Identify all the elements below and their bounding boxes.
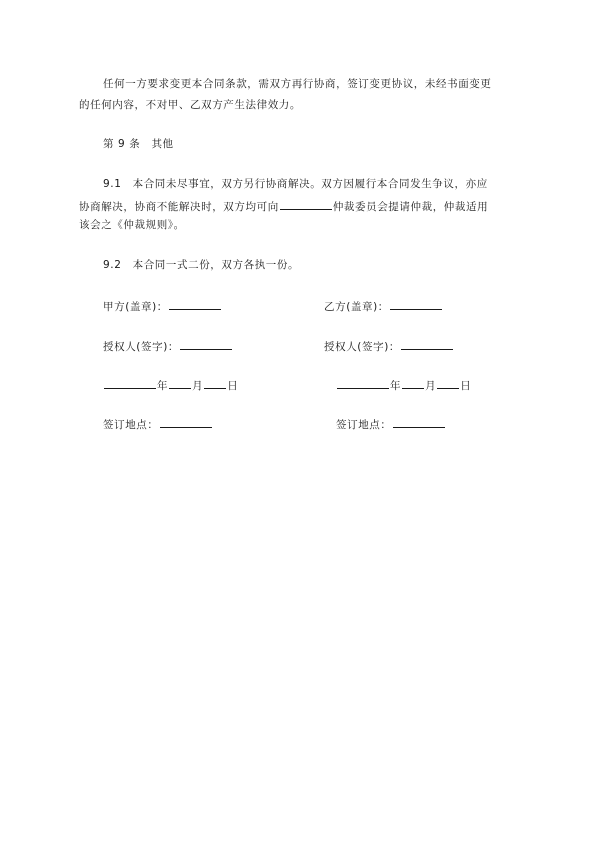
day-label: 日: [227, 380, 239, 392]
authorized-b-label: 授权人(签字)：: [324, 341, 400, 353]
authorized-b: [324, 338, 454, 354]
date-a-year-blank[interactable]: [104, 377, 156, 389]
place-a-blank[interactable]: [160, 416, 212, 428]
date-b-year-blank[interactable]: [337, 377, 389, 389]
date-a: [103, 377, 238, 393]
date-a-month-blank[interactable]: [169, 377, 191, 389]
article-heading: 第 9 条 其他: [103, 138, 174, 150]
date-b-day-blank[interactable]: [437, 377, 459, 389]
month-label: 月: [425, 380, 437, 392]
party-a-label: 甲方(盖章)：: [103, 301, 168, 313]
clause-line: 9.2 本合同一式二份，双方各执一份。: [103, 259, 300, 271]
party-b-seal-blank[interactable]: [390, 298, 442, 310]
day-label: 日: [460, 380, 472, 392]
authorized-a: [103, 338, 233, 354]
clause-line: 该会之《仲裁规则》。: [79, 219, 185, 231]
authorized-b-blank[interactable]: [401, 338, 453, 350]
paragraph-line: 的任何内容，不对甲、乙双方产生法律效力。: [79, 99, 301, 111]
place-a: [103, 416, 213, 432]
place-b-blank[interactable]: [393, 416, 445, 428]
arbitration-commission-blank[interactable]: [280, 198, 332, 210]
place-a-label: 签订地点：: [103, 419, 159, 431]
clause-line: [79, 198, 488, 214]
clause-text: 协商解决，协商不能解决时，双方均可向: [79, 201, 279, 213]
authorized-a-blank[interactable]: [180, 338, 232, 350]
party-b-label: 乙方(盖章)：: [324, 301, 389, 313]
date-b-month-blank[interactable]: [402, 377, 424, 389]
party-b-seal: [324, 298, 443, 314]
year-label: 年: [390, 380, 402, 392]
date-b: [336, 377, 471, 393]
date-a-day-blank[interactable]: [204, 377, 226, 389]
month-label: 月: [192, 380, 204, 392]
place-b: [336, 416, 446, 432]
authorized-a-label: 授权人(签字)：: [103, 341, 179, 353]
clause-text: 仲裁委员会提请仲裁，仲裁适用: [332, 201, 489, 213]
paragraph-line: 任何一方要求变更本合同条款，需双方再行协商，签订变更协议，未经书面变更: [103, 78, 492, 90]
year-label: 年: [157, 380, 169, 392]
party-a-seal-blank[interactable]: [169, 298, 221, 310]
place-b-label: 签订地点：: [336, 419, 392, 431]
clause-line: 9.1 本合同未尽事宜，双方另行协商解决。双方因履行本合同发生争议，亦应: [103, 178, 488, 190]
party-a-seal: [103, 298, 222, 314]
